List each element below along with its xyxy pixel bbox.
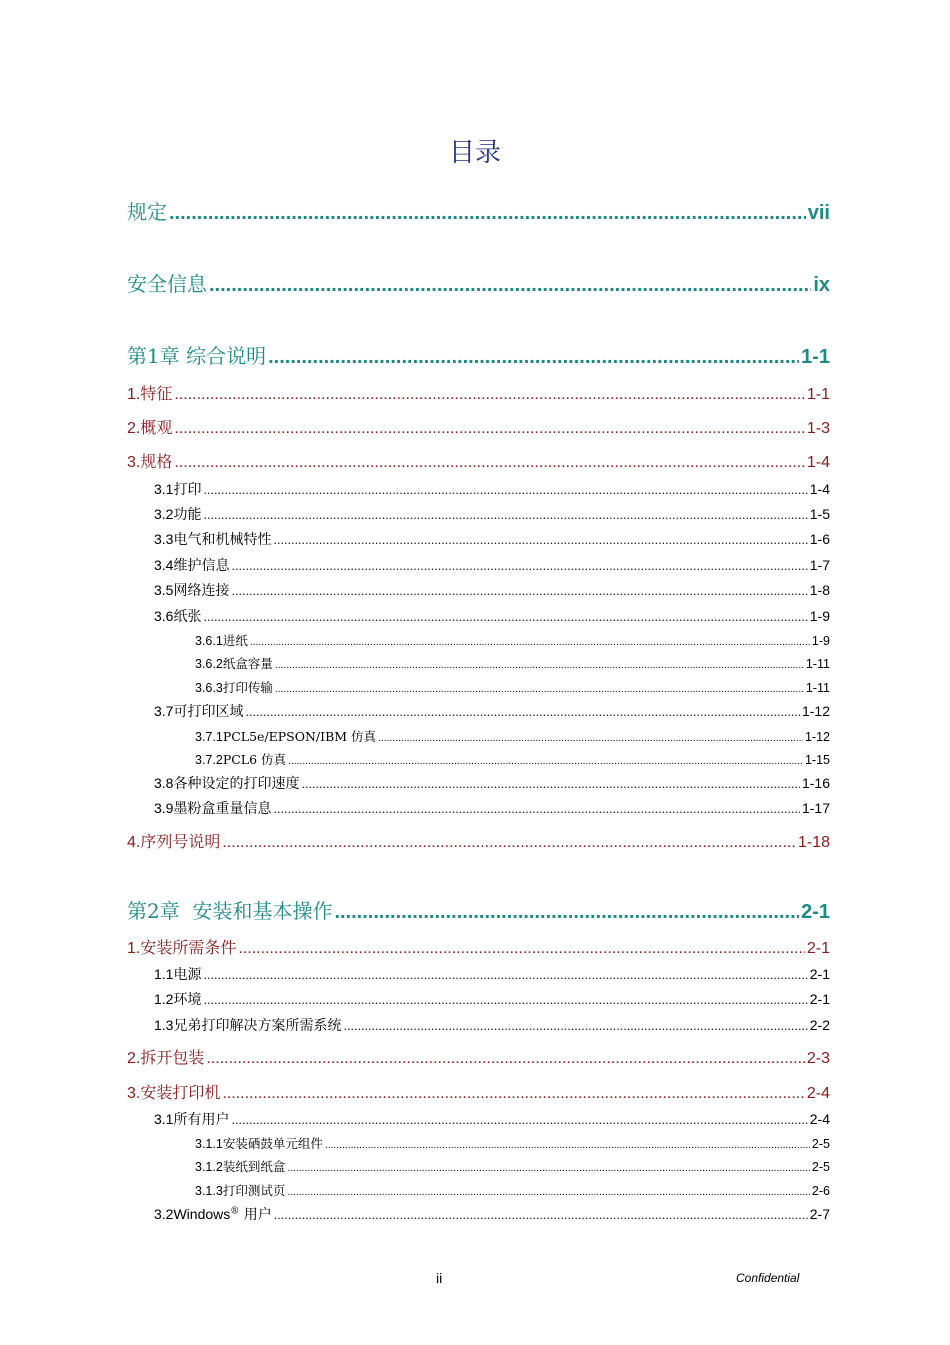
- toc-leader: [203, 509, 807, 522]
- toc-leader: [174, 454, 805, 472]
- toc-entry-subsection[interactable]: [154, 555, 830, 575]
- toc-leader: [222, 834, 796, 852]
- toc-entry-chapter-1[interactable]: [127, 340, 830, 369]
- toc-page: 1-1: [801, 346, 830, 368]
- toc-label: 电源: [173, 967, 202, 983]
- toc-leader: [343, 1020, 807, 1033]
- toc-number: 3.6.3: [195, 681, 223, 695]
- toc-number: 3.7: [154, 703, 174, 719]
- toc-page: 1-15: [804, 753, 830, 767]
- toc-label: 纸盒容量: [222, 656, 273, 671]
- toc-label: [173, 1204, 271, 1224]
- page-title: 目录: [448, 138, 501, 168]
- toc-number: 3.5: [154, 582, 174, 598]
- toc-leader: [274, 1209, 808, 1222]
- toc-page: 1-9: [811, 634, 830, 648]
- toc-label: 规格: [140, 452, 173, 471]
- toc-number: 3.3: [154, 531, 174, 547]
- toc-leader: [203, 484, 807, 497]
- toc-leader: [273, 534, 807, 547]
- toc-number: 3.2: [154, 1206, 174, 1222]
- toc-entry-regulations[interactable]: [127, 196, 830, 225]
- toc-entry-subsection[interactable]: [154, 798, 830, 818]
- toc-label: 安装硒鼓单元组件: [222, 1136, 323, 1151]
- toc-page: 1-1: [806, 386, 830, 403]
- toc-entry-section[interactable]: [127, 1080, 830, 1103]
- toc-label: 安装所需条件: [140, 938, 237, 957]
- toc-leader: [231, 585, 807, 598]
- toc-page: 1-8: [809, 582, 830, 598]
- toc-entry-subsubsection[interactable]: [195, 654, 830, 672]
- toc-page: 1-5: [809, 506, 830, 522]
- toc-page: vii: [807, 202, 830, 224]
- toc-page: 1-4: [806, 454, 830, 471]
- toc-label: 所有用户: [173, 1112, 230, 1128]
- toc-entry-subsection[interactable]: [154, 504, 830, 524]
- toc-page: 2-1: [809, 991, 830, 1007]
- toc-number: 3.: [127, 1085, 141, 1102]
- toc-number: 3.6.1: [195, 634, 223, 648]
- toc-leader: [378, 734, 803, 744]
- toc-page: 1-9: [809, 608, 830, 624]
- toc-label: 第2章 安装和基本操作: [127, 899, 333, 923]
- toc-label: 维护信息: [173, 558, 230, 574]
- toc-leader: [174, 420, 805, 438]
- toc-page: 2-7: [809, 1206, 830, 1222]
- toc-label: 纸张: [173, 609, 202, 625]
- toc-number: 3.7.2: [195, 753, 223, 767]
- toc-label: 打印传输: [222, 680, 273, 695]
- toc-number: 3.6.2: [195, 657, 223, 671]
- toc-label: 特征: [140, 384, 173, 403]
- toc-entry-chapter-2[interactable]: [127, 895, 830, 924]
- toc-leader: [209, 274, 811, 297]
- toc-entry-subsection[interactable]: [154, 606, 830, 626]
- toc-label: 兄弟打印解决方案所需系统: [173, 1018, 342, 1034]
- toc-number: 1.1: [154, 966, 174, 982]
- toc-page: 1-6: [809, 531, 830, 547]
- footer-page-number: ii: [436, 1270, 443, 1286]
- toc-number: 2.: [127, 1050, 141, 1067]
- toc-number: 1.3: [154, 1017, 174, 1033]
- toc-entry-section[interactable]: [127, 829, 830, 852]
- toc-leader: [250, 638, 810, 648]
- toc-leader: [334, 901, 799, 924]
- toc-page: 1-7: [809, 557, 830, 573]
- toc-number: 4.: [127, 834, 141, 851]
- toc-number: 3.8: [154, 775, 174, 791]
- toc-entry-section[interactable]: [127, 449, 830, 472]
- toc-leader: [203, 994, 807, 1007]
- toc-number: 3.1.3: [195, 1184, 223, 1198]
- toc-number: 3.6: [154, 608, 174, 624]
- toc-label: 拆开包装: [140, 1048, 205, 1067]
- toc-label-main: Windows: [173, 1206, 231, 1222]
- toc-number: 3.7.1: [195, 730, 223, 744]
- toc-label: 第1章 综合说明: [127, 344, 267, 368]
- toc-entry-subsection[interactable]: [154, 479, 830, 499]
- toc-label: 墨粉盒重量信息: [173, 801, 272, 817]
- toc-number: 1.: [127, 386, 141, 403]
- toc-leader: [287, 1188, 810, 1198]
- toc-leader: [301, 778, 800, 791]
- toc-label: 网络连接: [173, 583, 230, 599]
- toc-page: 1-11: [805, 657, 830, 671]
- toc-leader: [275, 661, 804, 671]
- toc-entry-section[interactable]: [127, 935, 830, 958]
- toc-page: 2-1: [801, 901, 830, 923]
- toc-label-tail: 用户: [239, 1207, 272, 1223]
- toc-page: 1-3: [806, 420, 830, 437]
- toc-number: 3.2: [154, 506, 174, 522]
- toc-leader: [206, 1050, 805, 1068]
- toc-number: 3.1.2: [195, 1160, 223, 1174]
- toc-number: 3.: [127, 454, 141, 471]
- toc-label: 安装打印机: [140, 1083, 221, 1102]
- toc-label: 安全信息: [127, 272, 207, 296]
- toc-entry-subsubsection[interactable]: [195, 1181, 830, 1199]
- toc-entry-subsection[interactable]: [154, 580, 830, 600]
- toc-page: 1-12: [804, 730, 830, 744]
- toc-entry-section[interactable]: [127, 1045, 830, 1068]
- toc-leader: [268, 346, 799, 369]
- toc-label: 功能: [173, 507, 202, 523]
- toc-entry-subsection[interactable]: [154, 1109, 830, 1129]
- toc-entry-subsection[interactable]: [154, 989, 830, 1009]
- toc-entry-subsubsection[interactable]: [195, 631, 830, 649]
- toc-number: 2.: [127, 420, 141, 437]
- toc-entry-section[interactable]: [127, 415, 830, 438]
- toc-entry-subsubsection[interactable]: [195, 750, 830, 768]
- toc-entry-subsubsection[interactable]: [195, 1157, 830, 1175]
- registered-mark: ®: [230, 1206, 240, 1217]
- toc-entry-subsection[interactable]: [154, 773, 830, 793]
- toc-entry-subsubsection[interactable]: [195, 1134, 830, 1152]
- toc-label: 序列号说明: [140, 832, 221, 851]
- toc-leader: [231, 1114, 807, 1127]
- toc-entry-subsubsection[interactable]: [195, 678, 830, 696]
- toc-leader: [169, 202, 806, 225]
- toc-leader: [325, 1141, 810, 1151]
- toc-page: 1-12: [801, 703, 830, 719]
- toc-entry-section[interactable]: [127, 381, 830, 404]
- toc-leader: [275, 685, 804, 695]
- toc-label: 装纸到纸盒: [222, 1159, 286, 1174]
- toc-label: 环境: [173, 992, 202, 1008]
- toc-label: 可打印区域: [173, 704, 244, 720]
- toc-number: 3.1.1: [195, 1137, 223, 1151]
- toc-entry-subsection[interactable]: [154, 701, 830, 721]
- toc-entry-safety[interactable]: [127, 268, 830, 297]
- toc-entry-subsection[interactable]: [154, 1015, 830, 1035]
- toc-page: 2-5: [811, 1160, 830, 1174]
- toc-label: 打印测试页: [222, 1183, 286, 1198]
- toc-leader: [238, 940, 805, 958]
- toc-page: 1-17: [801, 800, 830, 816]
- toc-number: 1.: [127, 940, 141, 957]
- toc-page: 2-4: [809, 1111, 830, 1127]
- toc-number: 3.4: [154, 557, 174, 573]
- toc-label: 规定: [127, 200, 167, 224]
- toc-page: 2-4: [806, 1085, 830, 1102]
- toc-leader: [245, 706, 800, 719]
- toc-page: 2-3: [806, 1050, 830, 1067]
- toc-label: 各种设定的打印速度: [173, 776, 300, 792]
- toc-page: 2-6: [811, 1184, 830, 1198]
- toc-entry-subsection[interactable]: [154, 529, 830, 549]
- toc-entry-subsection[interactable]: [154, 1204, 830, 1224]
- toc-page: 1-4: [809, 481, 830, 497]
- toc-page: ix: [813, 274, 830, 296]
- toc-leader: [174, 386, 805, 404]
- toc-number: 3.9: [154, 800, 174, 816]
- toc-leader: [203, 611, 807, 624]
- toc-page: 2-1: [809, 966, 830, 982]
- toc-leader: [273, 803, 800, 816]
- toc-leader: [222, 1085, 805, 1103]
- toc-page: 2-1: [806, 940, 830, 957]
- toc-page: 2-5: [811, 1137, 830, 1151]
- toc-leader: [288, 757, 803, 767]
- toc-leader: [287, 1164, 810, 1174]
- toc-number: 3.1: [154, 1111, 174, 1127]
- toc-label: 进纸: [222, 633, 248, 648]
- footer-confidential: Confidential: [736, 1271, 800, 1285]
- toc-number: 3.1: [154, 481, 174, 497]
- toc-label: 打印: [173, 482, 202, 498]
- toc-page: 2-2: [809, 1017, 830, 1033]
- toc-label: PCL5e/EPSON/IBM 仿真: [222, 729, 377, 744]
- toc-page: 1-11: [805, 681, 830, 695]
- toc-leader: [231, 560, 807, 573]
- toc-page: 1-18: [797, 834, 830, 851]
- toc-label: 概观: [140, 418, 173, 437]
- toc-label: 电气和机械特性: [173, 532, 272, 548]
- toc-leader: [203, 969, 807, 982]
- toc-label: PCL6 仿真: [222, 752, 287, 767]
- toc-number: 1.2: [154, 991, 174, 1007]
- toc-entry-subsubsection[interactable]: [195, 727, 830, 745]
- toc-page: 1-16: [801, 775, 830, 791]
- toc-entry-subsection[interactable]: [154, 964, 830, 984]
